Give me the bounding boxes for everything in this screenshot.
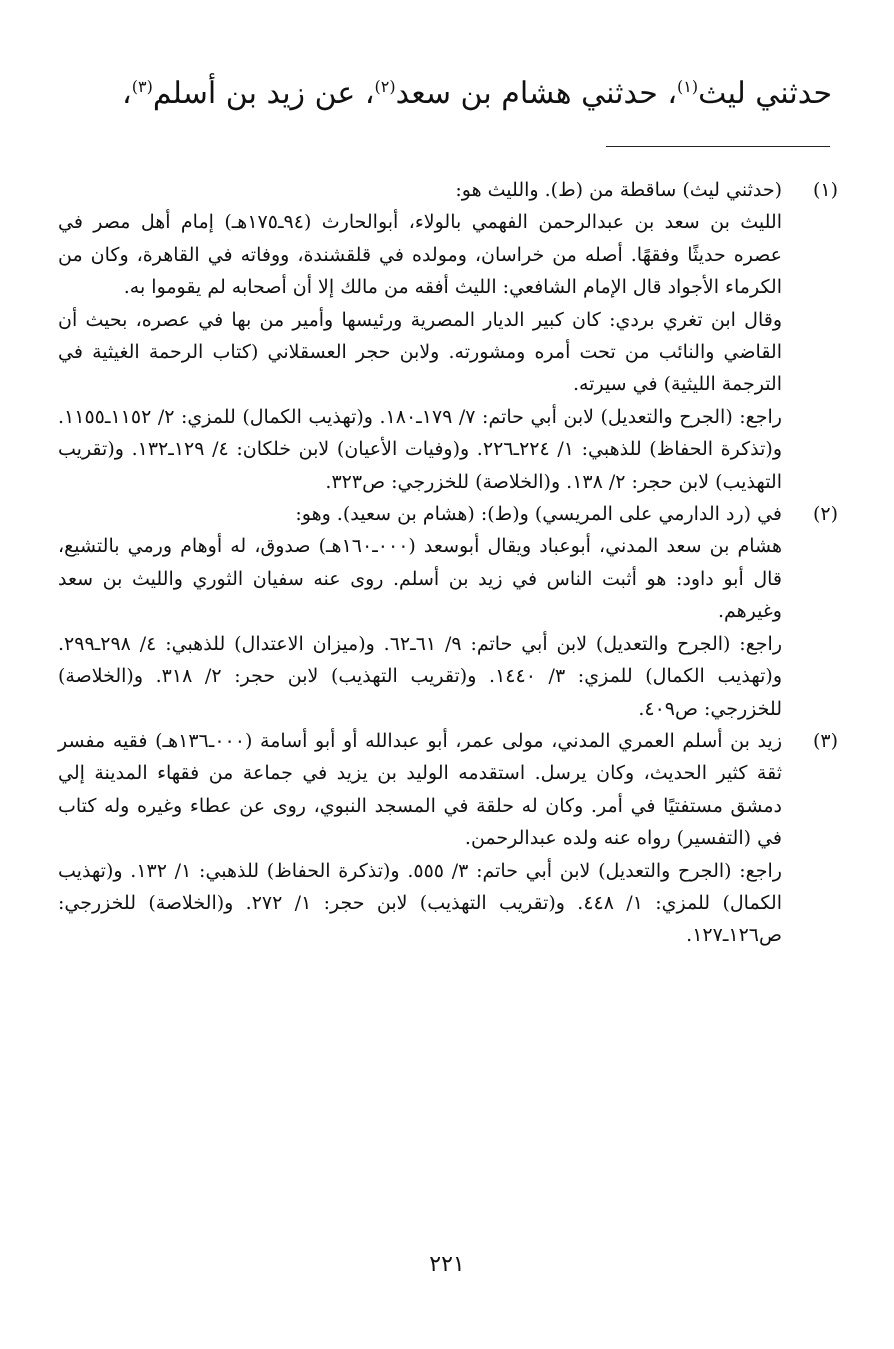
footnote-paragraph: الليث بن سعد بن عبدالرحمن الفهمي بالولاء، أبوالحارث (٩٤ـ١٧٥هـ) إمام أهل مصر في عصره حديثًا وفقهًا. أصله من خراسان، ومولده في قلقشندة، ووفاته في القاهرة، وكان من الكرماء الأجواد قال الإمام الشافعي: الليث أفقه من مالك إلا أن أصحابه لم يقوموا به. [58,211,782,299]
footnote-number: (٣) [812,729,838,752]
footnote-paragraph: زيد بن أسلم العمري المدني، مولى عمر، أبو عبدالله أو أبو أسامة (٠٠٠ـ١٣٦هـ) فقيه مفسر ثقة كثير الحديث، وكان يرسل. استقدمه الوليد بن يزيد في جماعة من فقهاء المدينة إلي دمشق مستفتيًا في أمر. وكان له حلقة في المسجد النبوي، روى عن عطاء وغيره وله كتاب في (التفسير) رواه عنه ولده عبدالرحمن. [58,729,782,850]
main-text-segment: حدثني ليث [698,76,832,111]
footnote-ref-1: (١) [677,77,699,96]
footnote-paragraph: هشام بن سعد المدني، أبوعباد ويقال أبوسعد (٠٠٠ـ١٦٠هـ) صدوق، له أوهام ورمي بالتشيع، قال أبو داود: هو أثبت الناس في زيد بن أسلم. روى عنه سفيان الثوري والليث بن سعد وغيرهم. [58,535,782,623]
footnote-3 [58,725,838,952]
footnote-ref-3: (٣) [131,77,153,96]
footnote-1 [58,174,838,498]
footnote-2 [58,498,838,725]
footnote-number: (١) [812,179,838,201]
main-text-line [122,62,832,126]
main-text-segment: ، [122,76,132,111]
footnote-ref-2: (٢) [374,77,396,96]
footnote-paragraph: في (رد الدارمي على المريسي) و(ط): (هشام بن سعيد). وهو: [295,503,782,526]
footnotes [58,174,838,952]
page-number: ٢٢١ [429,1252,465,1277]
footnote-number: (٢) [812,503,838,526]
main-text-segment: ، حدثني هشام بن سعد [395,76,678,111]
footnote-paragraph: راجع: (الجرح والتعديل) لابن أبي حاتم: ٣/ ٥٥٥. و(تذكرة الحفاظ) للذهبي: ١/ ١٣٢. و(تهذيب الكمال) للمزي: ١/ ٤٤٨. و(تقريب التهذيب) لابن حجر: ١/ ٢٧٢. و(الخلاصة) للخزرجي: ص١٢٦ـ١٢٧. [58,859,782,947]
main-text-segment: ، عن زيد بن أسلم [152,76,375,111]
footnote-paragraph: راجع: (الجرح والتعديل) لابن أبي حاتم: ٩/ ٦١ـ٦٢. و(ميزان الاعتدال) للذهبي: ٤/ ٢٩٨ـ٢٩٩. و(تهذيب الكمال) للمزي: ٣/ ١٤٤٠. و(تقريب التهذيب) لابن حجر: ٢/ ٣١٨. و(الخلاصة) للخزرجي: ص٤٠٩. [58,632,783,720]
footnote-separator [606,146,830,147]
footnote-paragraph: (حدثني ليث) ساقطة من (ط). والليث هو: [455,179,782,201]
footnote-paragraph: وقال ابن تغري بردي: كان كبير الديار المصرية ورئيسها وأمير من بها في عصره، بحيث أن القاضي والنائب من تحت أمره ومشورته. ولابن حجر العسقلاني (كتاب الرحمة الغيثية في الترجمة الليثية) في سيرته. [58,308,782,396]
footnote-paragraph: راجع: (الجرح والتعديل) لابن أبي حاتم: ٧/ ١٧٩ـ١٨٠. و(تهذيب الكمال) للمزي: ٢/ ١١٥٢ـ١١٥٥. و(تذكرة الحفاظ) للذهبي: ١/ ٢٢٤ـ٢٢٦. و(وفيات الأعيان) لابن خلكان: ٤/ ١٢٩ـ١٣٢. و(تقريب التهذيب) لابن حجر: ٢/ ١٣٨. و(الخلاصة) للخزرجي: ص٣٢٣. [58,405,783,493]
